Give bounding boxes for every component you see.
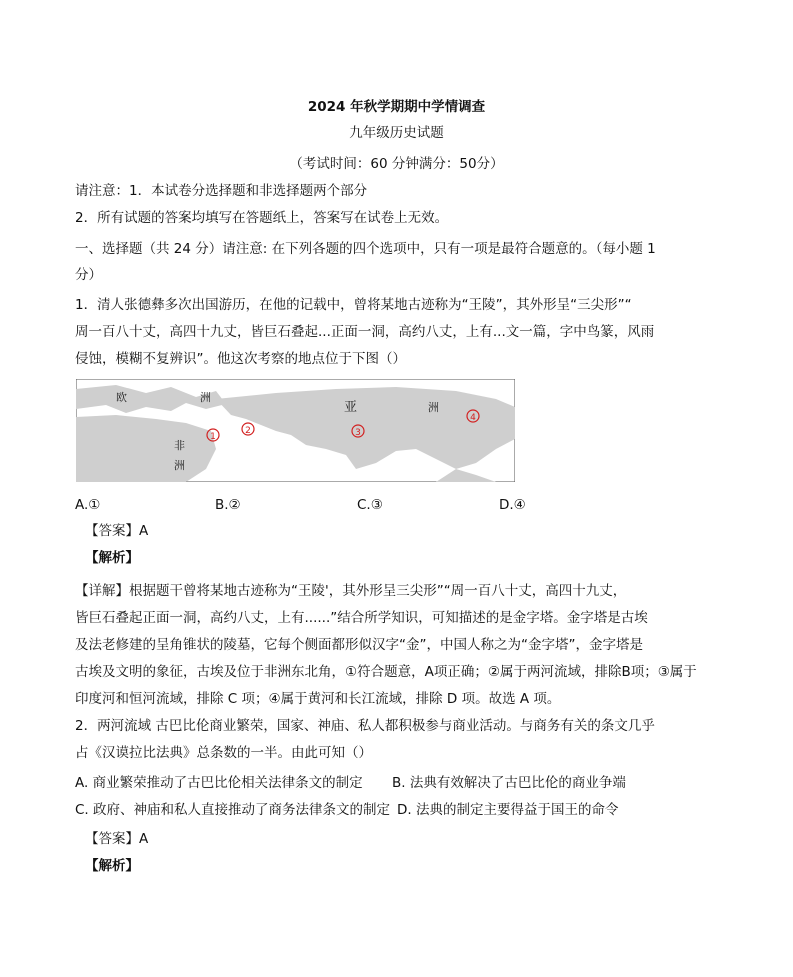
exam-info: （考试时间：60 分钟满分：50分）: [289, 156, 504, 172]
question-2-line-2: 占《汉谟拉比法典》总条数的一半。由此可知（）: [75, 745, 372, 761]
question-2-answer: 【答案】A: [85, 831, 149, 847]
question-1-answer: 【答案】A: [85, 523, 149, 539]
question-2-option-d: D. 法典的制定主要得益于国王的命令: [397, 802, 619, 818]
question-1-detail-line-5: 印度河和恒河流域，排除 C 项；④属于黄河和长江流域，排除 D 项。故选 A 项。: [75, 691, 561, 707]
question-1-option-d: D.④: [499, 497, 526, 513]
notice-line-2: 2．所有试题的答案均填写在答题纸上，答案写在试卷上无效。: [75, 210, 449, 226]
question-1-detail-line-3: 及法老修建的呈角锥状的陵墓，它每个侧面都形似汉字“金”，中国人称之为“金字塔”，金字塔是: [75, 637, 643, 653]
section-heading-line-2: 分）: [75, 267, 102, 283]
svg-text:3: 3: [355, 428, 361, 438]
notice-line-1: 请注意：1．本试卷分选择题和非选择题两个部分: [75, 183, 368, 199]
question-2-option-c: C. 政府、神庙和私人直接推动了商务法律条文的制定: [75, 802, 391, 818]
question-1-line-3: 侵蚀，模糊不复辨识”。他这次考察的地点位于下图（）: [75, 351, 406, 367]
map-label-africa-2: 洲: [174, 459, 185, 472]
section-heading-line-1: 一、选择题（共 24 分）请注意: 在下列各题的四个选项中，只有一项是最符合题意的。（每小题 1: [75, 241, 656, 257]
question-1-detail-line-1: 【详解】根据题干曾将某地古迹称为“王陵'，其外形呈三尖形”“周一百八十丈，高四十九丈，: [75, 583, 627, 599]
map-label-europe-1: 欧: [116, 391, 127, 404]
question-1-detail-line-2: 皆巨石叠起正面一洞，高约八丈，上有......”结合所学知识，可知描述的是金字塔。金字塔是古埃: [75, 610, 648, 626]
question-1-option-a: A.①: [75, 497, 101, 513]
svg-text:2: 2: [245, 426, 251, 436]
page-subtitle: 九年级历史试题: [349, 125, 444, 141]
svg-text:1: 1: [210, 432, 216, 442]
question-1-line-2: 周一百八十丈，高四十九丈，皆巨石叠起...正面一洞，高约八丈，上有...文一篇，字中鸟篆，风雨: [75, 324, 655, 340]
question-2-option-a: A. 商业繁荣推动了古巴比伦相关法律条文的制定: [75, 775, 363, 791]
question-1-detail-line-4: 古埃及文明的象征，古埃及位于非洲东北角，①符合题意，A项正确；②属于两河流域，排除B项；③属于: [75, 664, 697, 680]
page-title: 2024 年秋学期期中学情调查: [307, 99, 486, 115]
map-label-asia-2: 洲: [428, 401, 439, 414]
question-1-analysis-label: 【解析】: [85, 550, 139, 566]
map-label-europe-2: 洲: [200, 391, 211, 404]
question-2-analysis-label: 【解析】: [85, 858, 139, 874]
question-2-option-b: B. 法典有效解决了古巴比伦的商业争端: [392, 775, 626, 791]
map-label-africa-1: 非: [174, 439, 185, 452]
question-1-line-1: 1．清人张德彝多次出国游历，在他的记载中，曾将某地古迹称为“王陵”，其外形呈“三尖形”“: [75, 297, 632, 313]
map-label-asia-1: 亚: [344, 400, 358, 415]
question-2-line-1: 2．两河流域 古巴比伦商业繁荣，国家、神庙、私人都积极参与商业活动。与商务有关的条文几乎: [75, 718, 655, 734]
svg-text:4: 4: [470, 413, 476, 423]
question-1-option-c: C.③: [357, 497, 383, 513]
question-1-option-b: B.②: [215, 497, 241, 513]
world-map-image: [76, 379, 515, 482]
